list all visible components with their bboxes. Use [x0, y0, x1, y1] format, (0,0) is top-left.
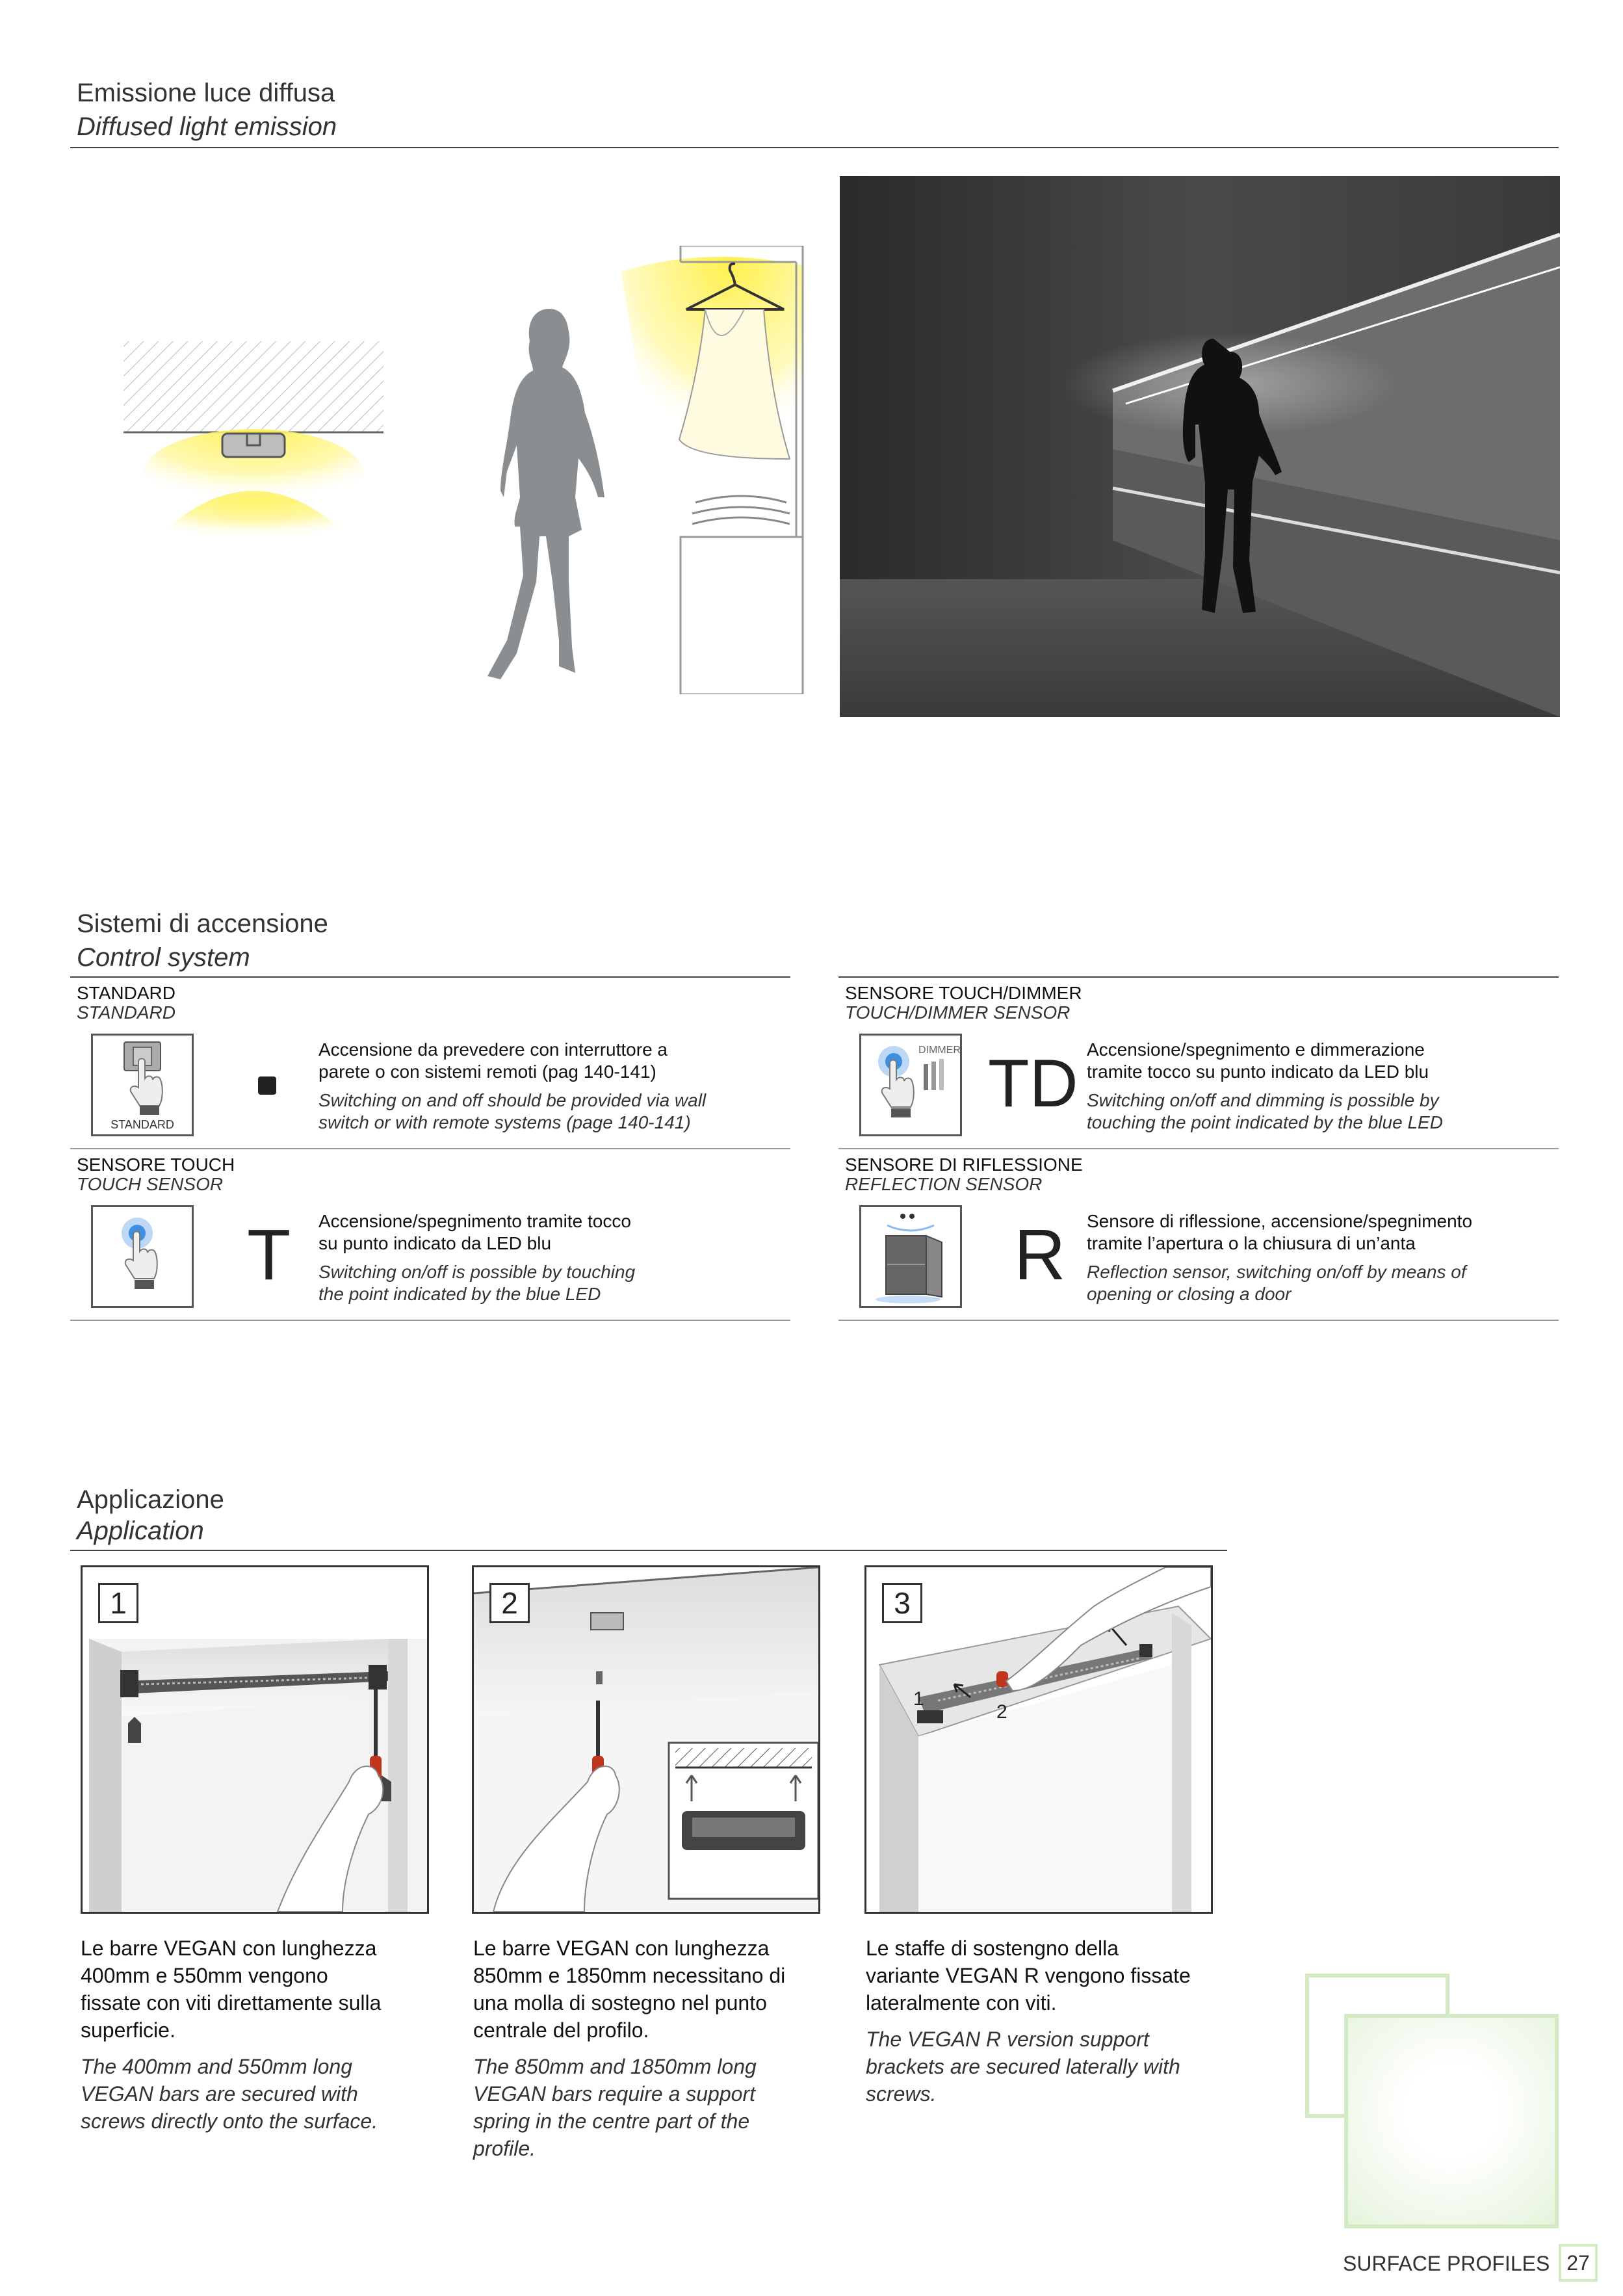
touch-symbol: T — [247, 1215, 291, 1295]
step-3-illustration — [864, 1565, 1213, 1914]
section1-rule — [70, 147, 1559, 148]
control-touch-title-en: TOUCH SENSOR — [77, 1174, 224, 1194]
standard-icon-caption: STANDARD — [110, 1118, 174, 1131]
step-3-label-1: 1 — [913, 1688, 924, 1710]
touch-sensor-icon — [91, 1205, 194, 1308]
step-1-text: Le barre VEGAN con lunghezza 400mm e 550mm vengono fissate con viti direttamente sulla superficie. The 400mm and 550mm long VEGAN bars are secured with screws directly onto the surface. — [81, 1937, 382, 2133]
ceiling-profile-illustration — [123, 332, 396, 559]
step-2-illustration — [472, 1565, 820, 1914]
control-reflection-title-it: SENSORE DI RIFLESSIONE — [845, 1155, 1083, 1175]
touch-dimmer-icon — [859, 1034, 962, 1136]
section1-title-it: Emissione luce diffusa — [77, 79, 335, 107]
control-reflection-desc-en: Reflection sensor, switching on/off by means of opening or closing a door — [1087, 1262, 1466, 1304]
wardrobe-illustration — [608, 246, 816, 694]
corridor-photo — [840, 176, 1560, 717]
section2-rule-left — [70, 976, 790, 978]
divider-touch — [70, 1320, 790, 1321]
reflection-sensor-icon — [859, 1205, 962, 1308]
control-touch-desc-en: Switching on/off is possible by touching the point indicated by the blue LED — [318, 1262, 636, 1304]
woman-silhouette-icon — [461, 302, 624, 692]
control-reflection-desc-it: Sensore di riflessione, accensione/spegnimento tramite l’apertura o la chiusura di un’anta — [1087, 1211, 1473, 1253]
step-2-number: 2 — [489, 1583, 530, 1623]
step-2-text: Le barre VEGAN con lunghezza 850mm e 1850mm necessitano di una molla di sostegno nel punto centrale del profilo. The 850mm and 1850mm long VEGAN bars require a support spring in the centre part of the profile. — [473, 1937, 786, 2160]
control-standard-desc-it: Accensione da prevedere con interruttore a parete o con sistemi remoti (pag 140-141) — [318, 1039, 668, 1082]
footer-page-number: 27 — [1559, 2244, 1598, 2282]
standard-switch-icon — [91, 1034, 194, 1136]
control-standard-title-it: STANDARD — [77, 983, 175, 1003]
dimmer-symbol: TD — [988, 1046, 1078, 1121]
control-dimmer-title-en: TOUCH/DIMMER SENSOR — [845, 1002, 1071, 1023]
section3-rule — [70, 1550, 1227, 1551]
step-3-text: Le staffe di sostengno della variante VEGAN R vengono fissate lateralmente con viti. The VEGAN R version support brackets are secured laterally with screws. — [866, 1937, 1191, 2106]
section2-title-en: Control system — [77, 943, 250, 972]
control-reflection-title-en: REFLECTION SENSOR — [845, 1174, 1043, 1194]
control-dimmer-desc-en: Switching on/off and dimming is possible by touching the point indicated by the blue LED — [1087, 1090, 1443, 1132]
control-dimmer-title-it: SENSORE TOUCH/DIMMER — [845, 983, 1082, 1003]
step-1-illustration — [81, 1565, 429, 1914]
section3-title-it: Applicazione — [77, 1485, 224, 1514]
dimmer-icon-caption: DIMMER — [918, 1045, 961, 1056]
step-3-number: 3 — [882, 1583, 922, 1623]
footer-section-label: SURFACE PROFILES — [1343, 2252, 1550, 2275]
divider-standard — [70, 1148, 790, 1149]
control-touch-desc-it: Accensione/spegnimento tramite tocco su punto indicato da LED blu — [318, 1211, 631, 1253]
step-3-label-2: 2 — [996, 1701, 1007, 1723]
section1-title-en: Diffused light emission — [77, 112, 337, 141]
section2-title-it: Sistemi di accensione — [77, 909, 328, 938]
control-standard-desc-en: Switching on and off should be provided via wall switch or with remote systems (page 140-141) — [318, 1090, 707, 1132]
section3-title-en: Application — [77, 1517, 204, 1545]
step-1-number: 1 — [98, 1583, 138, 1623]
divider-dimmer — [838, 1148, 1559, 1149]
section2-rule-right — [838, 976, 1559, 978]
decorative-square-filled — [1344, 2014, 1559, 2228]
control-touch-title-it: SENSORE TOUCH — [77, 1155, 235, 1175]
reflection-symbol: R — [1014, 1215, 1066, 1295]
control-dimmer-desc-it: Accensione/spegnimento e dimmerazione tramite tocco su punto indicato da LED blu — [1087, 1039, 1429, 1082]
standard-square-symbol — [258, 1076, 276, 1095]
divider-reflection — [838, 1320, 1559, 1321]
control-standard-title-en: STANDARD — [77, 1002, 175, 1023]
